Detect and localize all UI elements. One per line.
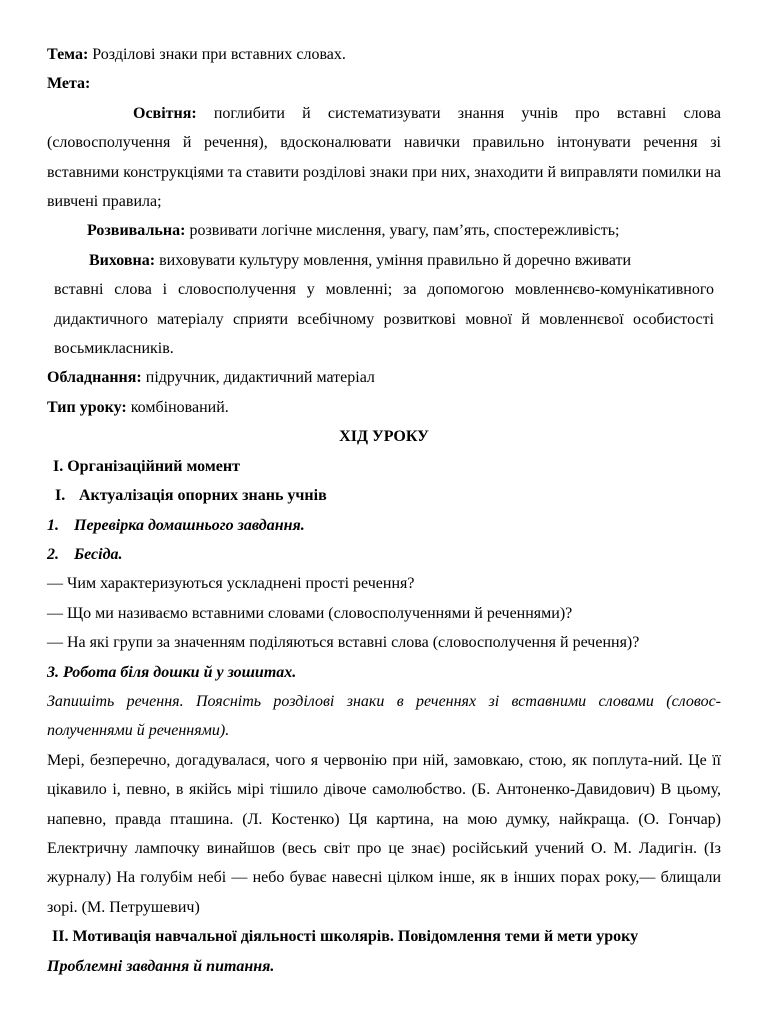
lesson-progress-heading: ХІД УРОКУ [339,428,429,446]
developmental-goal [47,216,721,245]
topic-line [47,40,721,69]
goal-heading [47,69,721,98]
educational-goal [47,99,721,217]
educational-goal-text: поглибити й систематизувати знання учнів про вставні слова (словосполучення й речення), вдосконалювати навички правильно інтонувати речення зі вставними конструкціями та ставити розділові знаки при них, знаходити й виправляти помилки на вивчені правила; [47,104,721,211]
section-organizational: I. Організаційний момент [53,457,240,475]
educational-goal-label: Освітня: [133,104,197,122]
developmental-goal-text: розвивати логічне мислення, увагу, пам’ять, спостережливість; [185,222,620,240]
question-3: — На які групи за значенням поділяються вставні слова (словосполучення й речення)? [47,634,640,652]
item-homework-number: 1. [47,516,59,534]
section-actualization-title: Актуалізація опорних знань учнів [79,487,327,505]
topic-label: Тема: [47,46,89,63]
question-2: — Що ми називаємо вставними словами (словосполученнями й реченнями)? [47,604,573,622]
upbringing-goal-label: Виховна: [89,251,156,269]
item-conversation-number: 2. [47,545,59,563]
question-1: — Чим характеризуються ускладнені прості речення? [47,575,415,593]
goal-label: Мета: [47,75,91,93]
item-homework-title: Перевірка домашнього завдання. [74,516,305,534]
upbringing-goal-rest: вставні слова і словосполучення у мовленні; за допомогою мовленнєво-комунікативного дидактичного матеріалу сприяти всебічному розвиткові мовної й мовленнєвої особистості восьмикласників. [54,281,714,358]
item-conversation-title: Бесіда. [74,545,123,563]
section-actualization [47,481,721,510]
equipment-text: підручник, дидактичний матеріал [141,369,375,387]
section-motivation: II. Мотивація навчальної діяльності школярів. Повідомлення теми й мети уроку [52,928,639,946]
equipment-label: Обладнання: [47,369,142,387]
item-board-work: 3. Робота біля дошки й у зошитах. [47,663,297,681]
lesson-type-label: Тип уроку: [47,398,127,416]
problem-tasks-heading: Проблемні завдання й питання. [47,957,275,975]
upbringing-goal-first-line [47,246,721,275]
example-sentences: Мері, безперечно, догадувалася, чого я червонію при ній, замовкаю, стою, як поплута-ний. Це її цікавило і, певно, в якійсь мірі тішило дівоче самолюбство. (Б. Антоненко-Давидович) В цьому, напевно, правда пташина. (Л. Костенко) Ця картина, на мою думку, найкраща. (О. Гончар) Електричну лампочку винайшов (весь світ про це знає) російський учений О. М. Ладигін. (Із журналу) На голубім небі — небо буває навесні цілком інше, як в інших порах року,— блищали зорі. (М. Петрушевич) [47,751,721,916]
task-instruction: Запишіть речення. Поясніть розділові знаки в реченнях зі вставними словами (словос-полученнями й реченнями). [47,692,721,740]
lesson-type-line [47,393,721,422]
upbringing-goal-text-first: виховувати культуру мовлення, уміння правильно й доречно вживати [155,251,632,269]
developmental-goal-label: Розвивальна: [87,222,186,240]
item-homework-check [47,511,721,540]
topic-text: Розділові знаки при вставних словах. [88,46,346,63]
lesson-type-text: комбінований. [126,398,229,416]
equipment-line [47,363,721,392]
item-conversation [47,540,721,569]
section-actualization-number: I. [55,487,66,505]
document-page [47,40,721,981]
